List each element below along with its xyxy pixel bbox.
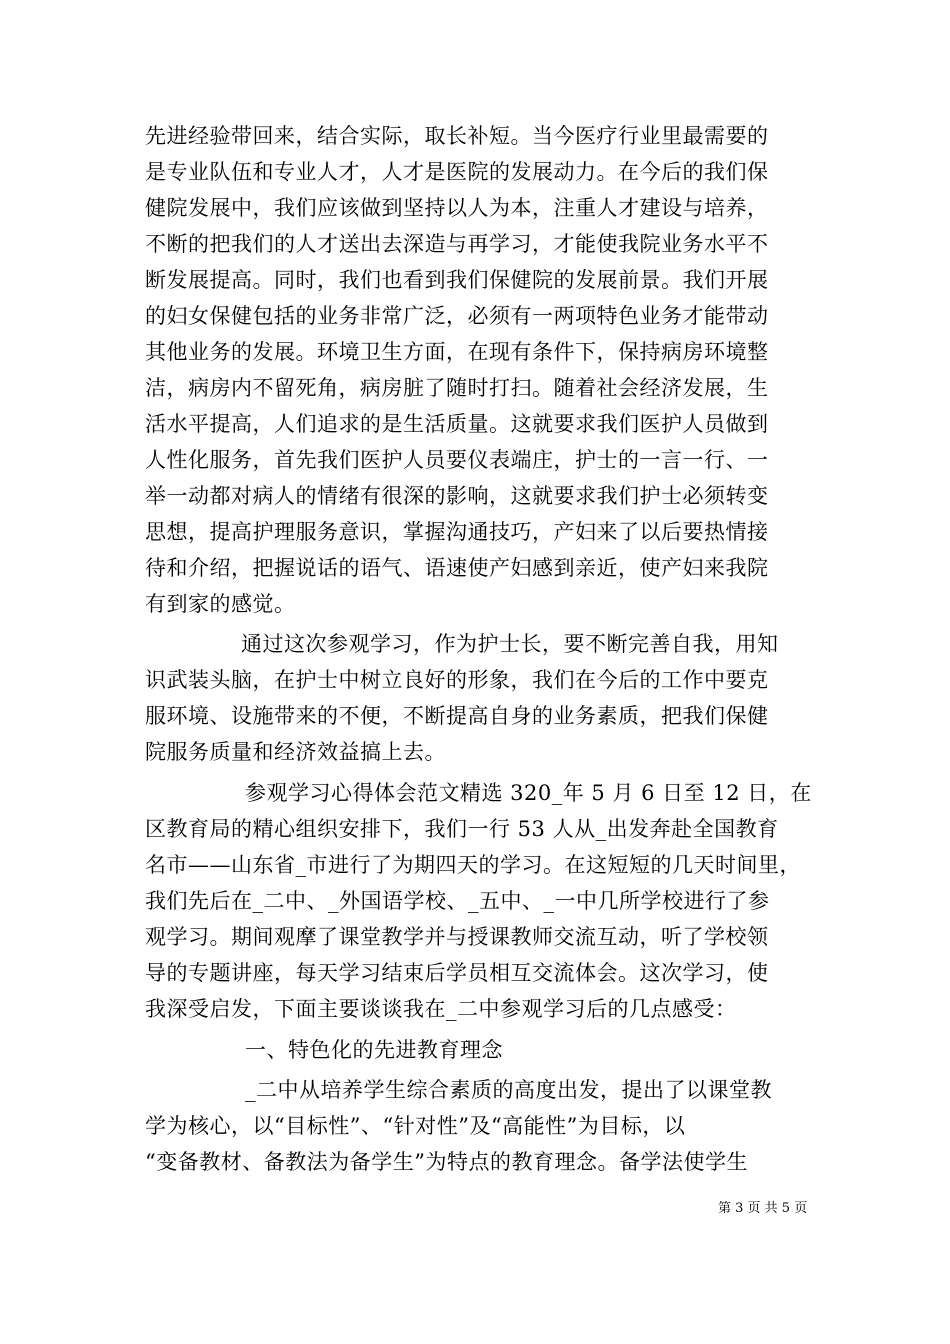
text-line: 观学习。期间观摩了课堂教学并与授课教师交流互动，听了学校领 — [145, 925, 769, 949]
section-heading: 一、特色化的先进教育理念 — [245, 1038, 503, 1062]
text-line: 洁，病房内不留死角，病房脏了随时打扫。随着社会经济发展，生 — [145, 376, 769, 400]
page-number: 第 3 页 共 5 页 — [718, 1201, 808, 1216]
text-line: 导的专题讲座，每天学习结束后学员相互交流体会。这次学习，使 — [145, 961, 769, 985]
text-line: 我们先后在_二中、_外国语学校、_五中、_一中几所学校进行了参 — [145, 889, 770, 913]
text-line: 是专业队伍和专业人才，人才是医院的发展动力。在今后的我们保 — [145, 160, 769, 184]
paragraph-first-line: _二中从培养学生综合素质的高度出发，提出了以课堂教 — [245, 1078, 772, 1102]
text-line: 先进经验带回来，结合实际，取长补短。当今医疗行业里最需要的 — [145, 124, 769, 148]
text-line: 区教育局的精心组织安排下，我们一行 53 人从_出发奔赴全国教育 — [145, 817, 779, 841]
text-line: 我深受启发，下面主要谈谈我在_二中参观学习后的几点感受： — [145, 997, 737, 1021]
text-line: 名市——山东省_市进行了为期四天的学习。在这短短的几天时间里， — [145, 853, 801, 877]
paragraph-first-line: 通过这次参观学习，作为护士长，要不断完善自我，用知 — [241, 632, 779, 656]
text-line: 院服务质量和经济效益搞上去。 — [145, 740, 446, 764]
text-line: 识武装头脑，在护士中树立良好的形象，我们在今后的工作中要克 — [145, 668, 769, 692]
text-line: 待和介绍，把握说话的语气、语速使产妇感到亲近，使产妇来我院 — [145, 556, 769, 580]
text-line: 其他业务的发展。环境卫生方面，在现有条件下，保持病房环境整 — [145, 340, 769, 364]
text-line: 举一动都对病人的情绪有很深的影响，这就要求我们护士必须转变 — [145, 484, 769, 508]
text-line: 学为核心，以“目标性”、“针对性”及“高能性”为目标，以 — [145, 1114, 686, 1138]
text-line: 活水平提高，人们追求的是生活质量。这就要求我们医护人员做到 — [145, 412, 769, 436]
text-line: 服环境、设施带来的不便，不断提高自身的业务素质，把我们保健 — [145, 704, 769, 728]
text-line: 健院发展中，我们应该做到坚持以人为本，注重人才建设与培养， — [145, 196, 769, 220]
text-line: “变备教材、备教法为备学生”为特点的教育理念。备学法使学生 — [145, 1150, 748, 1174]
paragraph-first-line: 参观学习心得体会范文精选 320_年 5 月 6 日至 12 日，在 — [245, 781, 812, 805]
text-line: 思想，提高护理服务意识，掌握沟通技巧，产妇来了以后要热情接 — [145, 520, 769, 544]
text-line: 的妇女保健包括的业务非常广泛，必须有一两项特色业务才能带动 — [145, 304, 769, 328]
text-line: 断发展提高。同时，我们也看到我们保健院的发展前景。我们开展 — [145, 268, 769, 292]
text-line: 人性化服务，首先我们医护人员要仪表端庄，护士的一言一行、一 — [145, 448, 769, 472]
text-line: 不断的把我们的人才送出去深造与再学习，才能使我院业务水平不 — [145, 232, 769, 256]
text-line: 有到家的感觉。 — [145, 592, 296, 616]
